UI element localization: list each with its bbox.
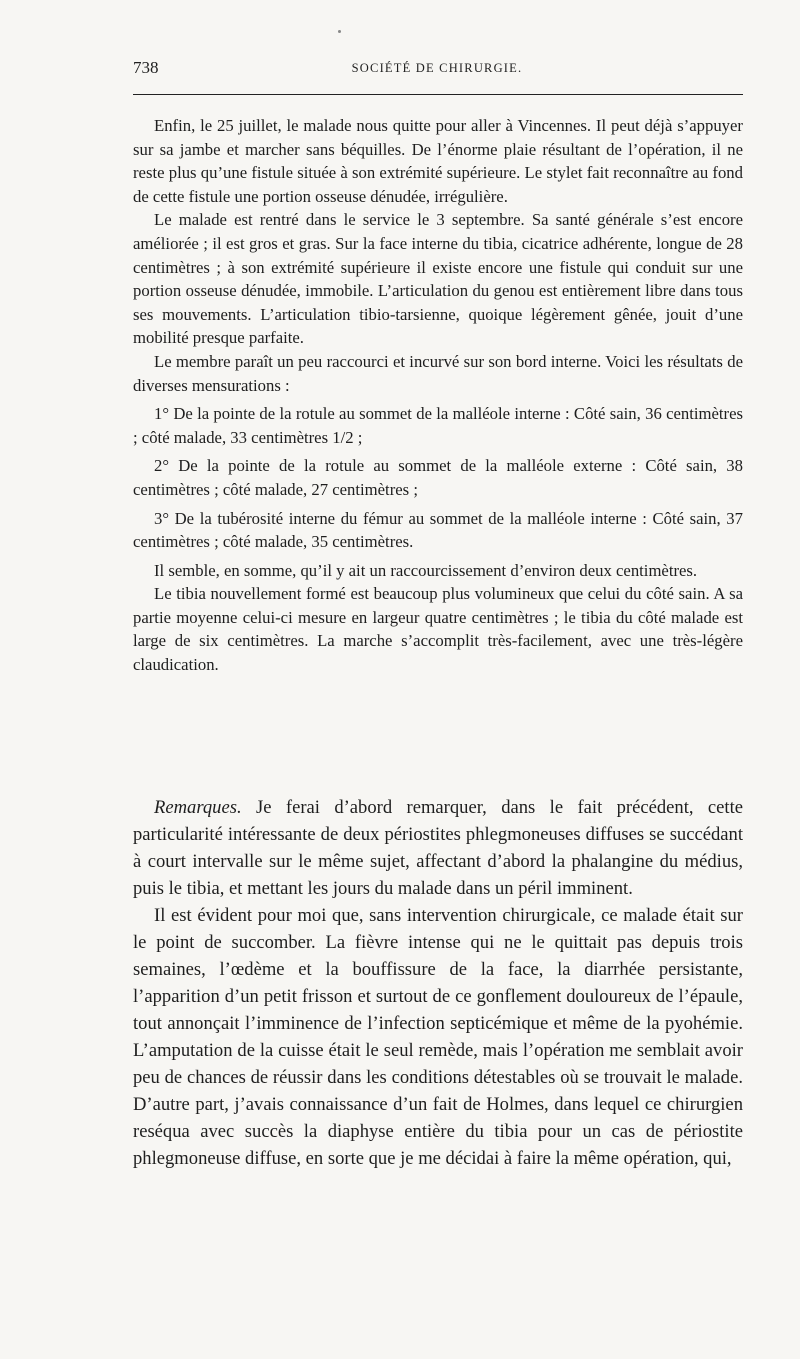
measurement-item: 1° De la pointe de la rotule au sommet de la malléole interne : Côté sain, 36 centimètres ; côté malade, 33 centimètres 1/2 ; [133,404,743,447]
page-number: 738 [133,58,159,77]
measurement-item: 2° De la pointe de la rotule au sommet de la malléole externe : Côté sain, 38 centimètres ; côté malade, 27 centimètres ; [133,456,743,499]
measurement-item: 3° De la tubérosité interne du fémur au sommet de la malléole interne : Côté sain, 37 centimètres ; côté malade, 35 centimètres. [133,508,743,552]
page-header [133,58,741,86]
print-speck [338,30,341,33]
closing-paragraph: Le tibia nouvellement formé est beaucoup plus volumineux que celui du côté sain. A sa partie moyenne celui-ci mesure en largeur quatre centimètres ; le tibia du côté malade est large de six centimètres. La marche s’accomplit très-facilement, avec une très-légère claudication. [133,584,743,675]
case-paragraph: Le membre paraît un peu raccourci et incurvé sur son bord interne. Voici les résultats de diverses mensurations : [133,351,743,395]
case-report-body [133,114,743,677]
header-rule [133,94,743,95]
remarks-paragraph-2: Il est évident pour moi que, sans intervention chirurgicale, ce malade était sur le point de succomber. La fièvre intense qui ne le quittait pas depuis trois semaines, l’œdème et la bouffissure de la face, la diarrhée persistante, l’apparition d’un petit frisson et surtout de ce gonflement douloureux de l’épaule, tout annonçait l’imminence de l’infection septicémique et même de la pyohémie. L’amputation de la cuisse était le seul remède, mais l’opération me semblait avoir peu de chances de réussir dans les conditions détestables où se trouvait le malade. D’autre part, j’avais connaissance d’un fait de Holmes, dans lequel ce chirurgien reséqua avec succès la diaphyse entière du tibia pour un cas de périostite phlegmoneuse diffuse, en sorte que je me décidai à faire la même opération, qui, [133,905,743,1169]
closing-paragraph: Il semble, en somme, qu’il y ait un raccourcissement d’environ deux centimètres. [154,560,698,580]
case-paragraph: Le malade est rentré dans le service le 3 septembre. Sa santé générale s’est encore améliorée ; il est gros et gras. Sur la face interne du tibia, cicatrice adhérente, longue de 28 centimètres ; à son extrémité supérieure il existe encore une fistule qui conduit sur une portion osseuse dénudée, immobile. L’articulation du genou est entièrement libre dans tous ses mouvements. L’articulation tibio-tarsienne, quoique légèrement gênée, jouit d’une mobilité presque parfaite. [133,210,743,348]
remarks-section [133,794,743,1172]
running-title: SOCIÉTÉ DE CHIRURGIE. [351,61,523,75]
case-paragraph: Enfin, le 25 juillet, le malade nous quitte pour aller à Vincennes. Il peut déjà s’appuyer sur sa jambe et marcher sans béquilles. De l’énorme plaie résultant de l’opération, il ne reste plus qu’une fistule située à son extrémité supérieure. Le stylet fait reconnaître au fond de cette fistule une portion osseuse dénudée, irrégulière. [133,116,743,206]
remarks-text-1: Je ferai d’abord remarquer, dans le fait précédent, cette particularité intéressante de deux périostites phlegmoneuses diffuses se succédant à court intervalle sur le même sujet, affectant d’abord la phalangine du médius, puis le tibia, et mettant les jours du malade dans un péril imminent. [133,797,743,899]
remarks-paragraph-1 [133,794,743,902]
remarks-heading: Remarques. [154,797,242,818]
